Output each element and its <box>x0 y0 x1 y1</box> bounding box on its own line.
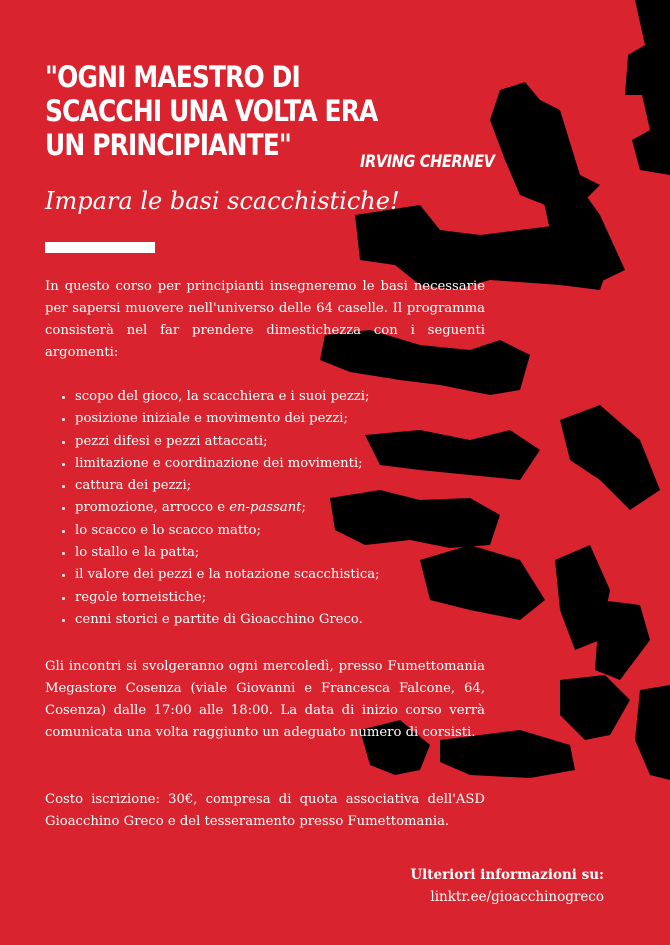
more-info <box>410 864 604 908</box>
quote-author: IRVING CHERNEV <box>360 152 495 172</box>
meetings-paragraph: Gli incontri si svolgeranno ogni mercoledì, presso Fumettomania Megastore Cosenza (viale Giovanni e Francesca Falcone, 64, Cosenza) dalle 17:00 alle 18:00. La data di inizio corso verrà comunicata una volta raggiunto un adeguato numero di corsisti. <box>45 659 485 740</box>
list-item: • limitazione e coordinazione dei movimenti; <box>75 453 485 475</box>
list-item <box>75 497 485 519</box>
more-info-link[interactable]: linktr.ee/gioacchinogreco <box>430 889 604 905</box>
chess-piece-icon <box>635 685 670 780</box>
subtitle: Impara le basi scacchistiche! <box>45 187 400 215</box>
chess-piece-icon <box>560 405 660 510</box>
list-item: • lo scacco e lo scacco matto; <box>75 520 485 542</box>
more-info-title: Ulteriori informazioni su: <box>410 867 604 883</box>
chess-piece-icon <box>625 0 670 175</box>
list-item: • cattura dei pezzi; <box>75 475 485 497</box>
list-item: • il valore dei pezzi e la notazione scacchistica; <box>75 564 485 586</box>
topics-list <box>45 386 485 631</box>
list-item: • posizione iniziale e movimento dei pezzi; <box>75 408 485 430</box>
topic-promo-before: promozione, arrocco e <box>75 500 230 516</box>
list-item: • cenni storici e partite di Gioacchino Greco. <box>75 609 485 631</box>
cost-paragraph: Costo iscrizione: 30€, compresa di quota associativa dell'ASD Gioacchino Greco e del tesseramento presso Fumettomania. <box>45 792 485 829</box>
chess-piece-icon <box>560 675 630 740</box>
topic-promo-italic: en-passant <box>229 500 302 516</box>
list-item: • regole torneistiche; <box>75 587 485 609</box>
list-item: • pezzi difesi e pezzi attaccati; <box>75 431 485 453</box>
divider-bar <box>45 242 155 253</box>
chess-piece-icon <box>595 600 650 680</box>
quote-heading: "OGNI MAESTRO DI SCACCHI UNA VOLTA ERA UN PRINCIPIANTE" <box>45 60 378 162</box>
topic-promo-after: ; <box>301 500 306 516</box>
list-item: • lo stallo e la patta; <box>75 542 485 564</box>
list-item: • scopo del gioco, la scacchiera e i suoi pezzi; <box>75 386 485 408</box>
intro-paragraph: In questo corso per principianti insegneremo le basi necessarie per sapersi muovere nell'universo delle 64 caselle. Il programma consisterà nel far prendere dimestichezza con i seguenti argomenti: <box>45 279 485 360</box>
